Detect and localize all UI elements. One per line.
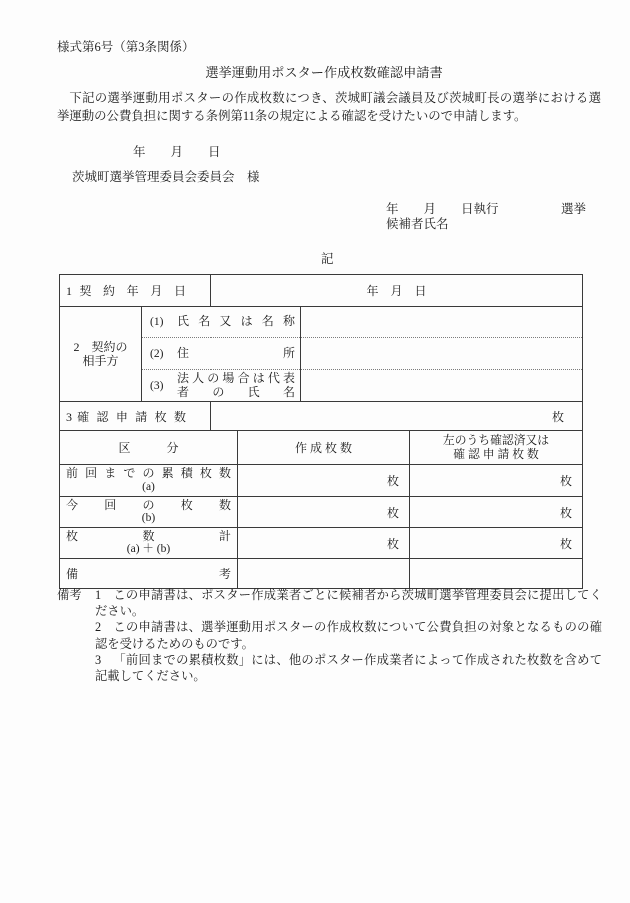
contract-party-label-cell: [60, 307, 142, 402]
previous-total-row: [60, 465, 583, 497]
party-name-label: [150, 315, 295, 329]
party-representative-label: [150, 372, 295, 399]
party-sub-number-1: (1): [150, 316, 164, 328]
note-item-2: [57, 619, 602, 651]
note-text-1: この申請書は、ポスター作成業者ごとに候補者から茨城町選挙管理委員会に提出してください。: [95, 588, 602, 619]
party-sub-number-2: (2): [150, 347, 164, 360]
party-name-label-text: 氏 名 又 は 名 称: [177, 314, 296, 329]
party-name-value-cell: [301, 307, 583, 338]
note-text-2: この申請書は、選挙運動用ポスターの作成枚数について公費負担の対象となるものの確認を受けるためのものです。: [95, 620, 602, 651]
party-address-label-text: 住 所: [177, 345, 296, 360]
contract-party-label-line1: 2 契約の: [73, 340, 128, 354]
contract-date-row: [60, 275, 583, 307]
current-count-label: 今 回 の 枚 数: [66, 497, 231, 512]
total-count-made-cell: 枚: [238, 528, 410, 559]
remarks-row: [60, 559, 583, 589]
current-count-label-cell: [60, 497, 238, 528]
remarks-value-cell-1: [238, 559, 410, 589]
total-count-row: [60, 528, 583, 559]
form-tables: [59, 274, 582, 589]
party-name-row: [60, 307, 583, 338]
confirmed-count-header-line2: 確 認 申 請 枚 数: [453, 446, 539, 461]
category-column-header: 区 分: [60, 431, 238, 465]
confirmed-count-header-line1: 左のうち確認済又は: [442, 433, 550, 447]
party-representative-label-line1: 法 人 の 場 合 は 代 表: [177, 371, 296, 385]
current-count-made-cell: 枚: [238, 497, 410, 528]
note-text-3: 「前回までの累積枚数」には、他のポスター作成業者によって作成された枚数を含めて記載してください。: [95, 652, 602, 684]
notes-section: [57, 587, 602, 684]
previous-total-confirmed-cell: 枚: [410, 465, 583, 497]
contract-party-label-line2: 相手方: [82, 354, 119, 368]
party-sub-number-3: (3): [150, 379, 164, 392]
form-number: 様式第6号（第3条関係）: [57, 40, 195, 54]
previous-total-sub-id: (a): [142, 480, 155, 493]
contract-date-label: 1 契 約 年 月 日: [60, 275, 211, 307]
made-count-column-header: 作 成 枚 数: [238, 431, 410, 465]
previous-total-made-cell: 枚: [238, 465, 410, 497]
party-address-value-cell: [301, 338, 583, 370]
note-number-1: 1: [95, 588, 102, 602]
note-number-2: 2: [95, 620, 102, 635]
requested-count-row: [60, 402, 583, 431]
candidate-name-label: 候補者氏名: [386, 217, 449, 231]
current-count-confirmed-cell: 枚: [410, 497, 583, 528]
party-representative-label-cell: [142, 370, 301, 402]
note-item-1: [57, 587, 602, 619]
party-address-label-cell: [142, 338, 301, 370]
application-date-line: 年 月 日: [133, 145, 221, 159]
section-mark: 記: [321, 252, 334, 266]
total-count-confirmed-cell: 枚: [410, 528, 583, 559]
contract-date-value-cell: 年 月 日: [211, 275, 583, 307]
note-number-3: 3: [95, 652, 102, 667]
remarks-label-cell: 備 考: [60, 559, 238, 589]
requested-count-label: 3 確 認 申 請 枚 数: [60, 402, 211, 431]
intro-paragraph: 下記の選挙運動用ポスターの作成枚数につき、茨城町議会議員及び茨城町長の選挙における選挙運動の公費負担に関する条例第11条の規定による確認を受けたいので申請します。: [57, 91, 601, 123]
notes-heading: 備考: [57, 588, 82, 602]
remarks-value-cell-2: [410, 559, 583, 589]
total-count-label: 枚 数 計: [66, 528, 231, 543]
election-execution-line: 年 月 日執行 選挙: [386, 202, 587, 216]
party-name-label-cell: [142, 307, 301, 338]
total-count-sub-id: (a) ＋ (b): [126, 543, 171, 555]
party-representative-label-text: [177, 372, 295, 399]
current-count-sub-id: (b): [141, 512, 156, 524]
requested-count-value-cell: 枚: [211, 402, 583, 431]
party-representative-value-cell: [301, 370, 583, 402]
previous-total-label-cell: [60, 465, 238, 497]
confirmed-count-column-header: [410, 431, 583, 465]
form-title: 選挙運動用ポスター作成枚数確認申請書: [205, 65, 443, 80]
current-count-row: [60, 497, 583, 528]
party-address-label: [150, 347, 295, 361]
party-representative-label-line2: 者 の 氏 名: [177, 384, 296, 399]
addressee-line: 茨城町選挙管理委員会委員会 様: [72, 170, 260, 184]
total-count-label-cell: [60, 528, 238, 559]
contract-table: [59, 274, 583, 431]
note-item-3: [57, 652, 602, 684]
count-breakdown-table: [59, 430, 583, 589]
breakdown-header-row: [60, 431, 583, 465]
previous-total-label: 前 回 ま で の 累 積 枚 数: [66, 466, 231, 480]
